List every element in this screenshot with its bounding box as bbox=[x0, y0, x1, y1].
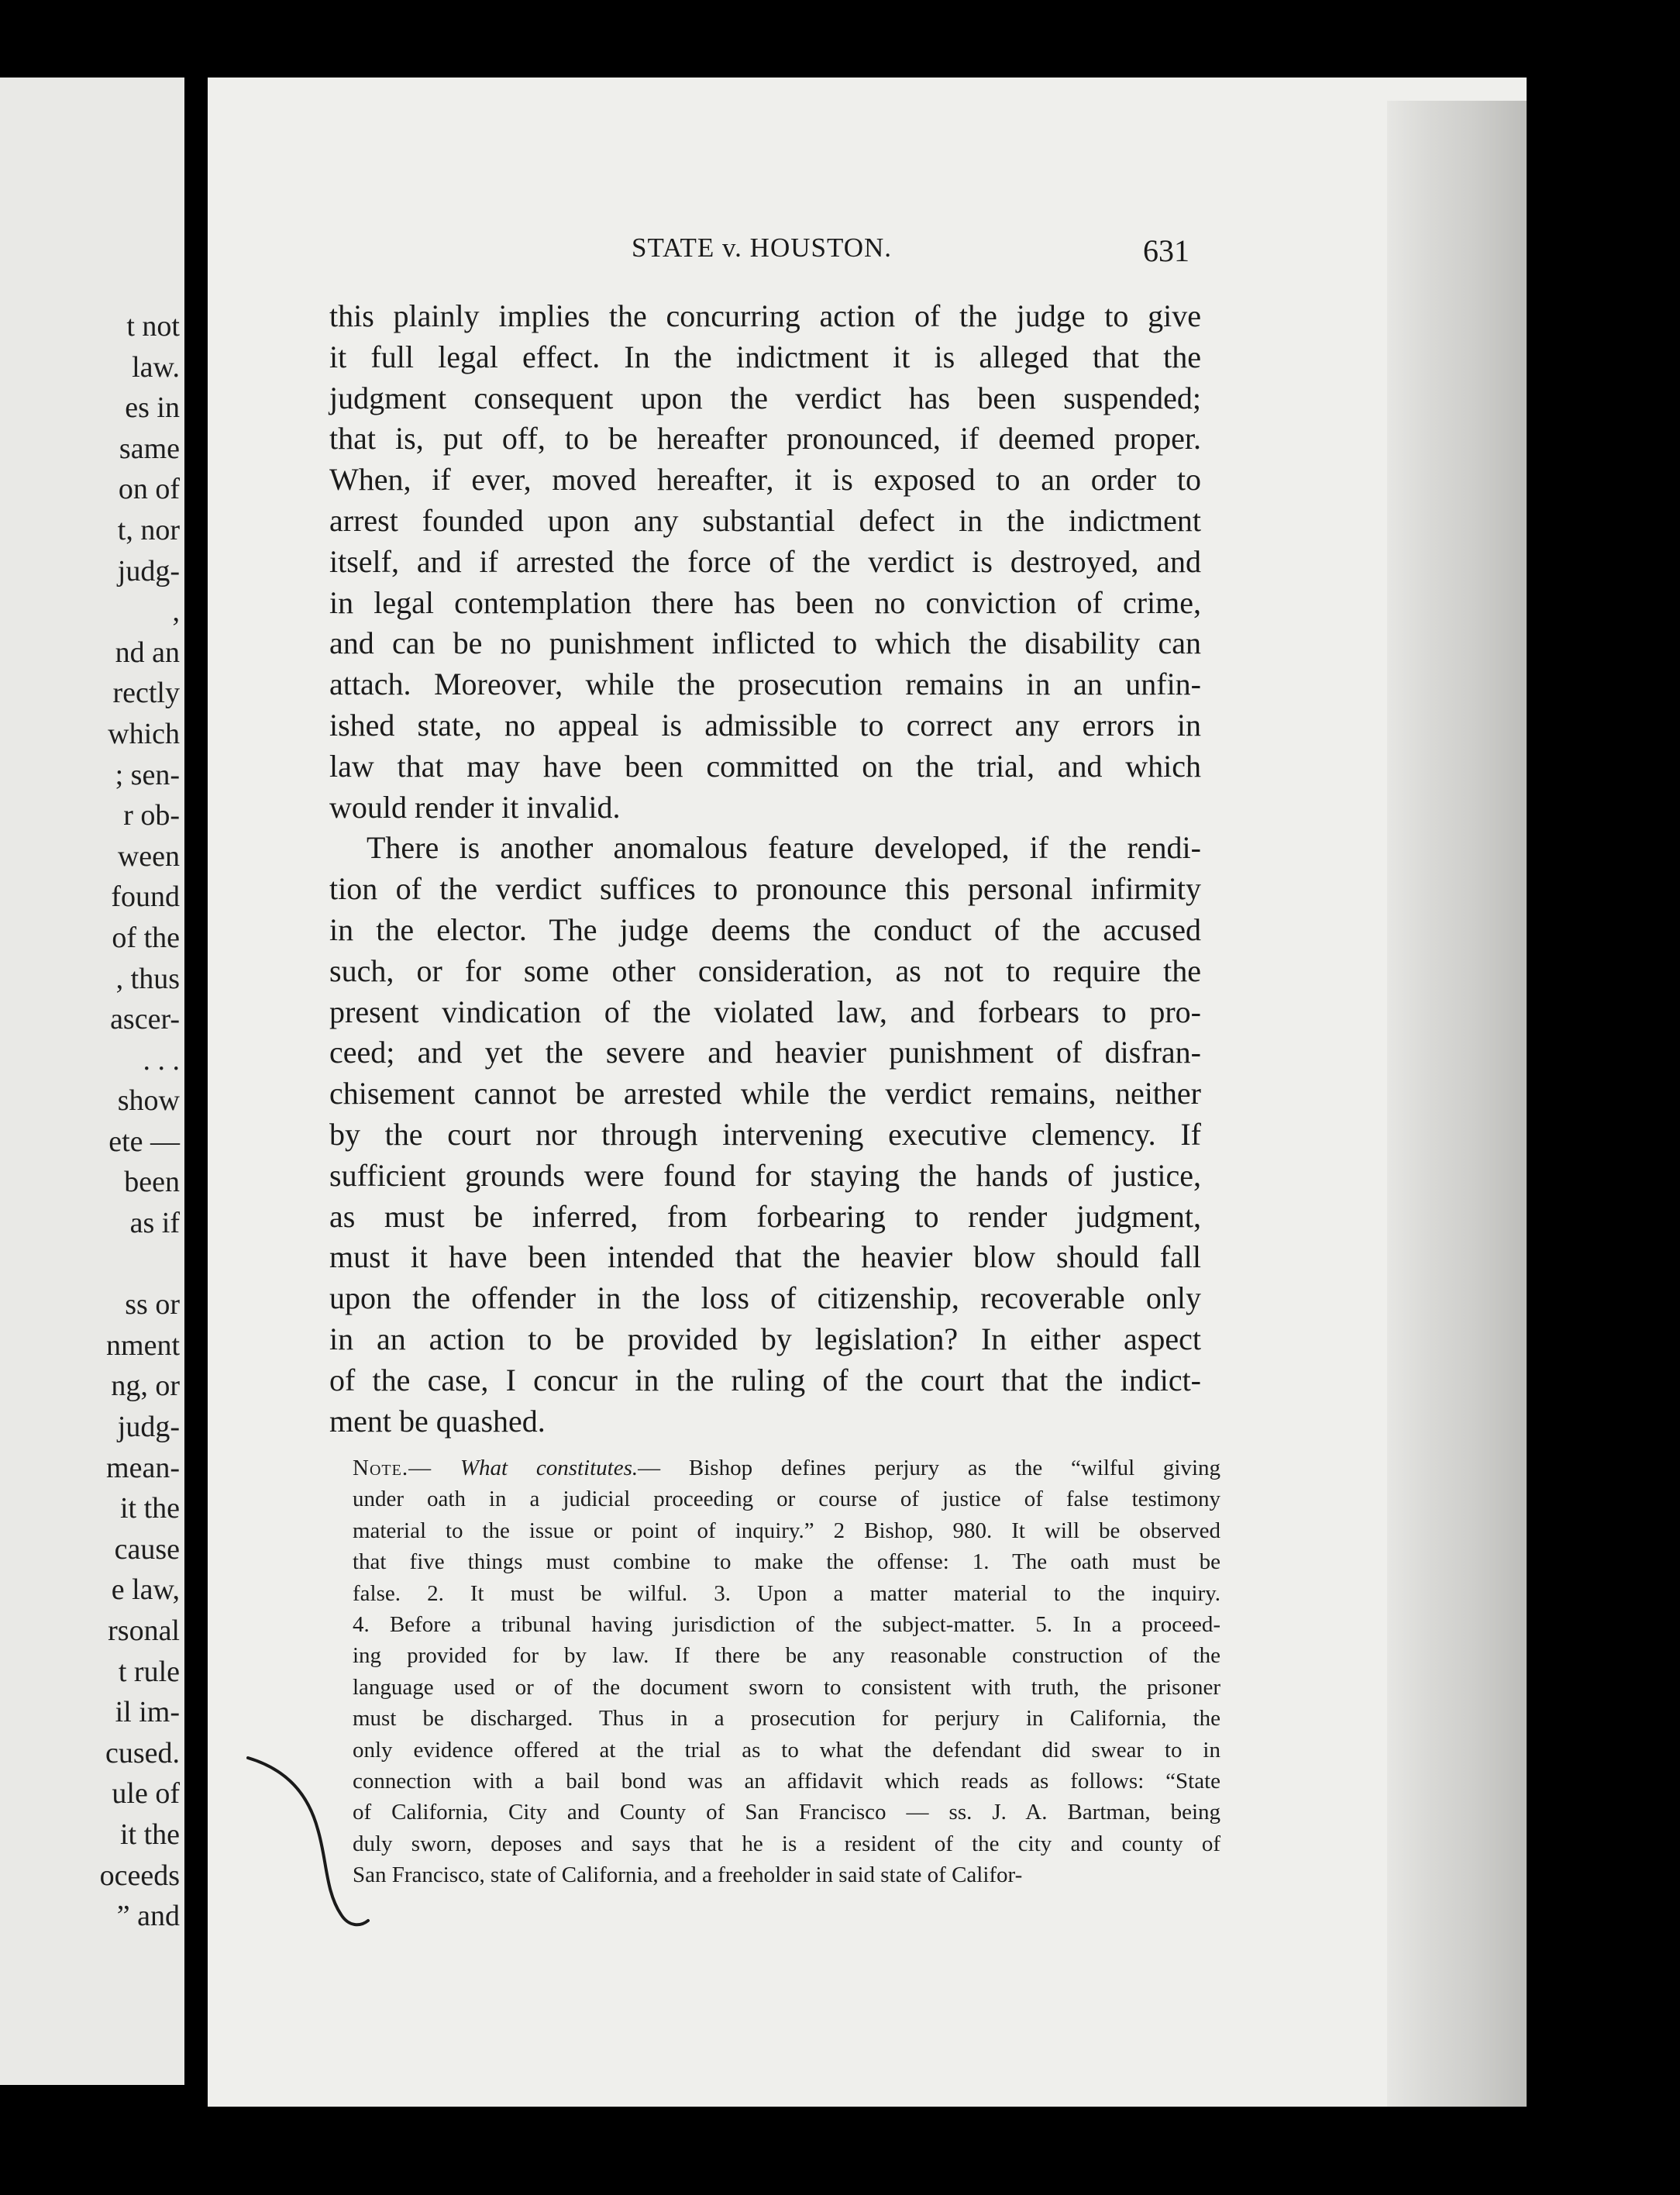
body-line: judgment consequent upon the verdict has been suspended; bbox=[329, 380, 1201, 415]
left-page-line: il im- bbox=[115, 1696, 180, 1729]
footnote-line: under oath in a judicial proceeding or course of justice of false testimony bbox=[353, 1487, 1220, 1512]
body-line: There is another anomalous feature developed, if the rendi- bbox=[367, 830, 1201, 866]
footnote bbox=[353, 1452, 1220, 1890]
footnote-line: ing provided for by law. If there be any reasonable construction of the bbox=[353, 1643, 1220, 1669]
body-line: such, or for some other consideration, as not to require the bbox=[329, 953, 1201, 988]
left-page-line: mean- bbox=[106, 1451, 180, 1484]
left-page-line: judg- bbox=[117, 554, 180, 588]
left-page-line: t, nor bbox=[117, 513, 180, 546]
left-page-line: same bbox=[119, 432, 180, 465]
footnote-line: 4. Before a tribunal having jurisdiction of the subject-matter. 5. In a proceed- bbox=[353, 1611, 1220, 1637]
body-line: ceed; and yet the severe and heavier punishment of disfran- bbox=[329, 1035, 1201, 1070]
left-page-text bbox=[0, 306, 180, 1937]
pencil-mark bbox=[232, 1744, 387, 1945]
body-line: When, if ever, moved hereafter, it is exposed to an order to bbox=[329, 462, 1201, 498]
body-line: this plainly implies the concurring action of the judge to give bbox=[329, 298, 1201, 333]
footnote-line: language used or of the document sworn to consistent with truth, the prisoner bbox=[353, 1674, 1220, 1700]
footnote-line: of California, City and County of San Francisco — ss. J. A. Bartman, being bbox=[353, 1800, 1220, 1825]
left-page-line: cause bbox=[114, 1532, 180, 1566]
footnote-line: must be discharged. Thus in a prosecution for perjury in California, the bbox=[353, 1706, 1220, 1732]
left-page-line: it the bbox=[119, 1818, 180, 1851]
footnote-line: connection with a bail bond was an affidavit which reads as follows: “State bbox=[353, 1768, 1220, 1794]
book-gutter bbox=[184, 62, 208, 2116]
running-header: STATE v. HOUSTON. bbox=[632, 233, 893, 263]
left-page-line: ween bbox=[117, 839, 180, 873]
left-page-line: ” and bbox=[116, 1900, 180, 1933]
left-page-line: e law, bbox=[111, 1573, 180, 1607]
body-line: that is, put off, to be hereafter pronounced, if deemed proper. bbox=[329, 421, 1201, 457]
body-line: tion of the verdict suffices to pronounce this personal infirmity bbox=[329, 871, 1201, 907]
footnote-lines bbox=[353, 1483, 1220, 1890]
body-line: must it have been intended that the heavier blow should fall bbox=[329, 1239, 1201, 1275]
body-line: chisement cannot be arrested while the verdict remains, neither bbox=[329, 1076, 1201, 1111]
left-page-line: it the bbox=[119, 1492, 180, 1525]
left-page-line: ascer- bbox=[110, 1003, 180, 1036]
page-number: 631 bbox=[1143, 233, 1189, 268]
footnote-first-line bbox=[353, 1452, 1220, 1483]
left-page-line: nment bbox=[106, 1328, 180, 1362]
left-page-line: law. bbox=[132, 350, 180, 384]
left-page-line: . . . bbox=[143, 1043, 180, 1077]
left-page-line: , thus bbox=[115, 962, 180, 995]
left-page-line: ule of bbox=[112, 1777, 180, 1811]
left-page-line: on of bbox=[118, 473, 180, 506]
left-facing-page bbox=[0, 78, 184, 2085]
footnote-line: only evidence offered at the trial as to what the defendant did swear to in bbox=[353, 1737, 1220, 1763]
footnote-line: San Francisco, state of California, and a freeholder in said state of Califor- bbox=[353, 1862, 1023, 1888]
body-line: law that may have been committed on the trial, and which bbox=[329, 748, 1201, 784]
left-page-line bbox=[0, 1244, 180, 1285]
body-line: would render it invalid. bbox=[329, 789, 621, 825]
footnote-line: false. 2. It must be wilful. 3. Upon a matter material to the inquiry. bbox=[353, 1580, 1220, 1606]
footnote-line: material to the issue or point of inquiry.” 2 Bishop, 980. It will be observed bbox=[353, 1518, 1220, 1543]
left-page-line: as if bbox=[129, 1207, 180, 1240]
left-page-line: ete — bbox=[108, 1125, 180, 1158]
main-body-text bbox=[329, 296, 1201, 1442]
left-page-line: found bbox=[111, 880, 180, 914]
left-page-line: been bbox=[124, 1166, 180, 1199]
body-line: itself, and if arrested the force of the verdict is destroyed, and bbox=[329, 543, 1201, 579]
left-page-line: nd an bbox=[115, 636, 180, 669]
body-line: sufficient grounds were found for staying the hands of justice, bbox=[329, 1157, 1201, 1193]
body-line: attach. Moreover, while the prosecution remains in an unfin- bbox=[329, 667, 1201, 702]
left-page-line: oceeds bbox=[99, 1859, 180, 1892]
body-line: it full legal effect. In the indictment it is alleged that the bbox=[329, 339, 1201, 374]
body-line: of the case, I concur in the ruling of the court that the indict- bbox=[329, 1362, 1201, 1397]
footnote-line: that five things must combine to make the offense: 1. The oath must be bbox=[353, 1549, 1220, 1575]
body-line: ished state, no appeal is admissible to correct any errors in bbox=[329, 707, 1201, 743]
body-paragraph bbox=[329, 828, 1201, 1442]
body-line: in legal contemplation there has been no conviction of crime, bbox=[329, 584, 1201, 620]
body-line: in the elector. The judge deems the conduct of the accused bbox=[329, 911, 1201, 947]
left-page-line: rectly bbox=[112, 677, 180, 710]
body-line: as must be inferred, from forbearing to render judgment, bbox=[329, 1198, 1201, 1234]
left-page-line: which bbox=[108, 717, 180, 750]
body-line: in an action to be provided by legislation? In either aspect bbox=[329, 1321, 1201, 1356]
left-page-line: of the bbox=[112, 921, 180, 954]
left-page-line: t not bbox=[126, 310, 180, 343]
left-page-line: r ob- bbox=[123, 799, 180, 832]
body-line: and can be no punishment inflicted to which the disability can bbox=[329, 625, 1201, 661]
left-page-line: , bbox=[172, 595, 180, 629]
body-line: by the court nor through intervening executive clemency. If bbox=[329, 1116, 1201, 1152]
page-edge-stack bbox=[1387, 101, 1527, 2107]
footnote-line: duly sworn, deposes and says that he is a resident of the city and county of bbox=[353, 1831, 1220, 1856]
body-line: arrest founded upon any substantial defect in the indictment bbox=[329, 502, 1201, 538]
left-page-line: t rule bbox=[118, 1655, 180, 1688]
footnote-title: What constitutes. bbox=[460, 1456, 639, 1480]
left-page-line: es in bbox=[125, 391, 180, 425]
footnote-lead: Note.— bbox=[353, 1456, 432, 1480]
left-page-line: ss or bbox=[125, 1288, 180, 1321]
body-line: present vindication of the violated law, and forbears to pro- bbox=[329, 994, 1201, 1029]
left-page-line: judg- bbox=[117, 1411, 180, 1444]
body-line: ment be quashed. bbox=[329, 1403, 546, 1439]
left-page-line: ng, or bbox=[111, 1370, 180, 1403]
body-line: upon the offender in the loss of citizenship, recoverable only bbox=[329, 1280, 1201, 1316]
body-paragraph bbox=[329, 296, 1201, 828]
footnote-first-rest: — Bishop defines perjury as the “wilful giving bbox=[638, 1456, 1220, 1480]
left-page-line: show bbox=[117, 1084, 180, 1118]
left-page-line: ; sen- bbox=[115, 758, 180, 791]
left-page-line: cused. bbox=[105, 1736, 180, 1769]
left-page-line: rsonal bbox=[108, 1614, 180, 1647]
